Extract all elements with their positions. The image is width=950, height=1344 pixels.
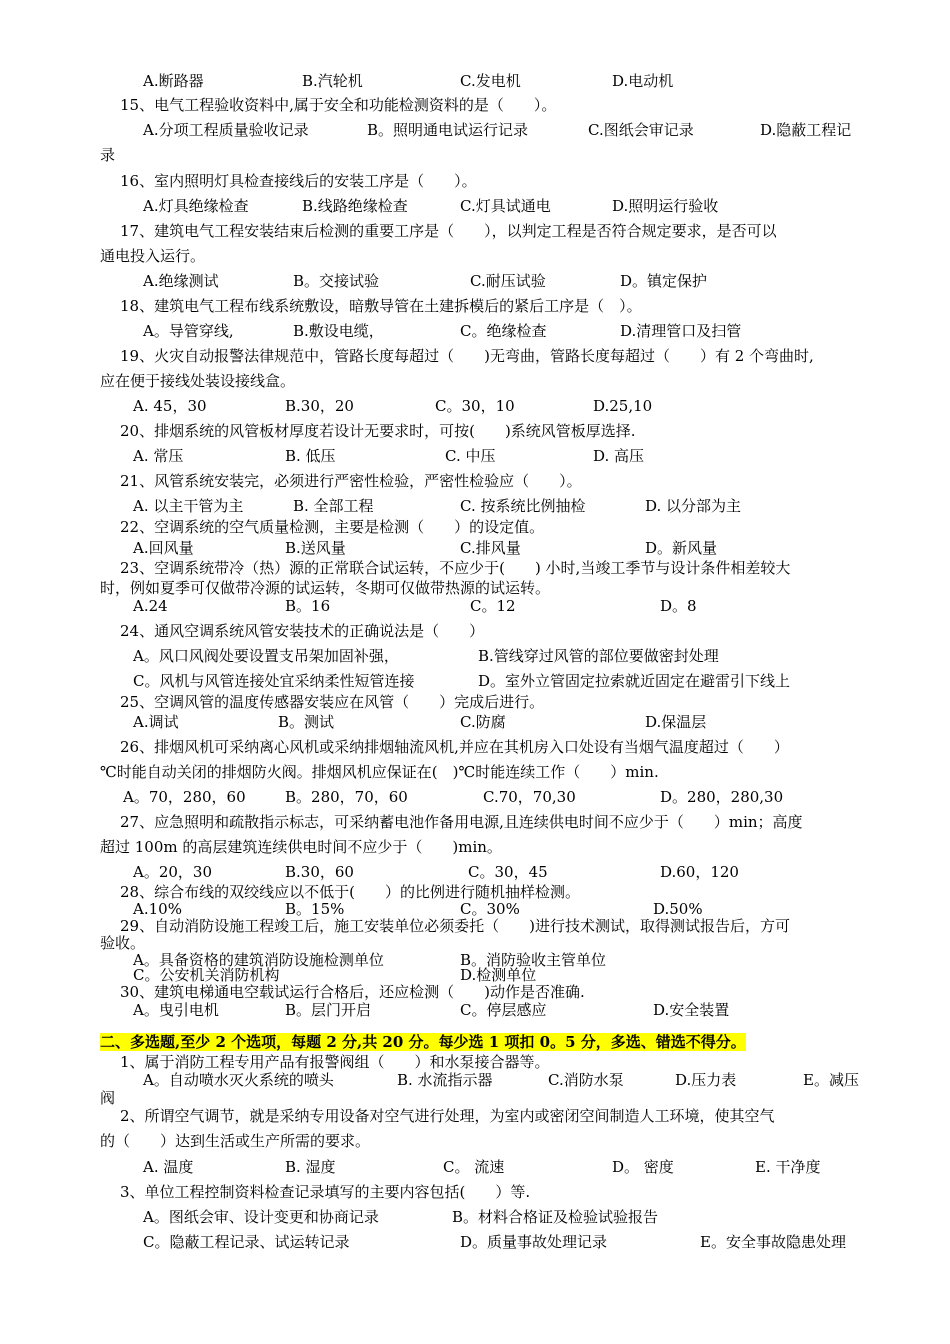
answer-option: C。绝缘检查 bbox=[460, 322, 547, 340]
answer-option: A.10% bbox=[133, 900, 182, 918]
answer-option: D. 高压 bbox=[593, 447, 645, 465]
answer-option: E。减压 bbox=[803, 1071, 859, 1089]
question-text: 28、综合布线的双绞线应以不低于( ）的比例进行随机抽样检测。 bbox=[120, 883, 580, 901]
answer-option: A。曳引电机 bbox=[133, 1001, 219, 1019]
answer-option: A。20，30 bbox=[133, 863, 213, 881]
answer-option: B. 湿度 bbox=[285, 1158, 336, 1176]
answer-option: C.耐压试验 bbox=[470, 272, 546, 290]
answer-option: A。导管穿线, bbox=[143, 322, 234, 340]
answer-option: C.灯具试通电 bbox=[460, 197, 551, 215]
answer-option: C.防腐 bbox=[460, 713, 506, 731]
answer-option: C.发电机 bbox=[460, 72, 521, 90]
question-text: 30、建筑电梯通电空载试运行合格后，还应检测（ )动作是否准确. bbox=[120, 983, 585, 1001]
answer-option: C。停层感应 bbox=[460, 1001, 547, 1019]
question-text: 17、建筑电气工程安装结束后检测的重要工序是（ ），以判定工程是否符合规定要求，是否可以 bbox=[120, 222, 777, 240]
answer-option: A.灯具绝缘检查 bbox=[143, 197, 249, 215]
answer-option: A. 常压 bbox=[133, 447, 184, 465]
answer-option: B。层门开启 bbox=[285, 1001, 372, 1019]
answer-option: D.清理管口及扫管 bbox=[620, 322, 742, 340]
answer-option: C.消防水泵 bbox=[548, 1071, 624, 1089]
answer-option: A.24 bbox=[133, 597, 168, 615]
answer-option: B.敷设电缆， bbox=[293, 322, 384, 340]
answer-option: E。安全事故隐患处理 bbox=[700, 1233, 846, 1251]
answer-option: C.图纸会审记录 bbox=[588, 121, 694, 139]
answer-option: A。风口风阀处要设置支吊架加固补强， bbox=[133, 647, 399, 665]
answer-option: A。自动喷水灭火系统的喷头 bbox=[143, 1071, 334, 1089]
answer-option: D.隐蔽工程记 bbox=[760, 121, 852, 139]
question-text: 18、建筑电气工程布线系统敷设，暗敷导管在土建拆模后的紧后工序是（ ）。 bbox=[120, 297, 642, 315]
answer-option: C. 按系统比例抽检 bbox=[460, 497, 586, 515]
question-text: 通电投入运行。 bbox=[100, 247, 206, 265]
question-text: 23、空调系统带冷（热）源的正常联合试运转，不应少于( ) 小时,当竣工季节与设计条件相差较大 bbox=[120, 559, 791, 577]
answer-option: B. 低压 bbox=[285, 447, 336, 465]
answer-option: C.排风量 bbox=[460, 539, 521, 557]
answer-option: A.绝缘测试 bbox=[143, 272, 219, 290]
answer-option: A. 温度 bbox=[143, 1158, 194, 1176]
answer-option: A. 以主干管为主 bbox=[133, 497, 244, 515]
answer-option: C。30% bbox=[460, 900, 520, 918]
answer-option: D.25,10 bbox=[593, 397, 653, 415]
answer-option: B。照明通电试运行记录 bbox=[367, 121, 529, 139]
question-text: 20、排烟系统的风管板材厚度若设计无要求时，可按( )系统风管板厚选择. bbox=[120, 422, 636, 440]
question-text: 2、所谓空气调节，就是采纳专用设备对空气进行处理，为室内或密闭空间制造人工环境，使其空气 bbox=[120, 1107, 775, 1125]
answer-option: B。消防验收主管单位 bbox=[460, 951, 607, 969]
answer-option: C。风机与风管连接处宜采纳柔性短管连接 bbox=[133, 672, 415, 690]
answer-option: B。材料合格证及检验试验报告 bbox=[452, 1208, 659, 1226]
answer-option: D.电动机 bbox=[612, 72, 674, 90]
question-text: 阀 bbox=[100, 1089, 116, 1107]
answer-option: D.保温层 bbox=[645, 713, 707, 731]
question-text: 超过 100m 的高层建筑连续供电时间不应少于（ )min。 bbox=[100, 838, 502, 856]
answer-option: D。室外立管固定拉索就近固定在避雷引下线上 bbox=[478, 672, 791, 690]
answer-option: B。15% bbox=[285, 900, 345, 918]
question-text: 验收。 bbox=[100, 934, 146, 952]
question-text: 时，例如夏季可仅做带冷源的试运转，冬期可仅做带热源的试运转。 bbox=[100, 579, 551, 597]
answer-option: D.检测单位 bbox=[460, 966, 537, 984]
answer-option: B.管线穿过风管的部位要做密封处理 bbox=[478, 647, 719, 665]
answer-option: C。隐蔽工程记录、试运转记录 bbox=[143, 1233, 350, 1251]
answer-option: D。镇定保护 bbox=[620, 272, 708, 290]
answer-option: B。280，70，60 bbox=[285, 788, 408, 806]
answer-option: D.照明运行验收 bbox=[612, 197, 719, 215]
answer-option: A.断路器 bbox=[143, 72, 204, 90]
answer-option: D。280，280,30 bbox=[660, 788, 784, 806]
question-text: 1、属于消防工程专用产品有报警阀组（ ）和水泵接合器等。 bbox=[120, 1053, 550, 1071]
question-text: 27、应急照明和疏散指示标志，可采纳蓄电池作备用电源,且连续供电时间不应少于（ ）min；高度 bbox=[120, 813, 803, 831]
question-text: 15、电气工程验收资料中,属于安全和功能检测资料的是（ ）。 bbox=[120, 96, 557, 114]
answer-option: B. 全部工程 bbox=[293, 497, 374, 515]
answer-option: B。交接试验 bbox=[293, 272, 380, 290]
answer-option: B.送风量 bbox=[285, 539, 346, 557]
answer-option: C. 中压 bbox=[445, 447, 496, 465]
answer-option: B.线路绝缘检查 bbox=[302, 197, 408, 215]
answer-option: A.回风量 bbox=[133, 539, 194, 557]
answer-option: D.60，120 bbox=[660, 863, 739, 881]
answer-option: D.安全装置 bbox=[653, 1001, 730, 1019]
answer-option: D。质量事故处理记录 bbox=[460, 1233, 608, 1251]
answer-option: D。 密度 bbox=[612, 1158, 674, 1176]
question-text: 29、自动消防设施工程竣工后，施工安装单位必须委托（ )进行技术测试，取得测试报告后，方可 bbox=[120, 917, 790, 935]
question-text: 19、火灾自动报警法律规范中，管路长度每超过（ )无弯曲，管路长度每超过（ ）有 2 个弯曲时, bbox=[120, 347, 814, 365]
question-text: 26、排烟风机可采纳离心风机或采纳排烟轴流风机,并应在其机房入口处设有当烟气温度超过（ ） bbox=[120, 738, 789, 756]
answer-option: B.30，60 bbox=[285, 863, 354, 881]
answer-option: D. 以分部为主 bbox=[645, 497, 742, 515]
answer-option: C。30，45 bbox=[468, 863, 548, 881]
answer-option: A。70，280，60 bbox=[123, 788, 246, 806]
answer-option: A. 45，30 bbox=[133, 397, 207, 415]
question-text: 录 bbox=[100, 146, 116, 164]
question-text: 22、空调系统的空气质量检测，主要是检测（ ）的设定值。 bbox=[120, 518, 545, 536]
answer-option: D.压力表 bbox=[675, 1071, 737, 1089]
question-text: 的（ ）达到生活或生产所需的要求。 bbox=[100, 1132, 371, 1150]
answer-option: B.汽轮机 bbox=[302, 72, 363, 90]
answer-option: B。测试 bbox=[278, 713, 335, 731]
answer-option: A.调试 bbox=[133, 713, 179, 731]
question-text: 21、风管系统安装完，必须进行严密性检验，严密性检验应（ ）。 bbox=[120, 472, 582, 490]
answer-option: B.30，20 bbox=[285, 397, 354, 415]
answer-option: C。 流速 bbox=[443, 1158, 505, 1176]
answer-option: A。图纸会审、设计变更和协商记录 bbox=[143, 1208, 379, 1226]
question-text: 16、室内照明灯具检查接线后的安装工序是（ ）。 bbox=[120, 172, 477, 190]
section-heading: 二、多选题,至少 2 个选项，每题 2 分,共 20 分。每少选 1 项扣 0。5 分，多选、错选不得分。 bbox=[100, 1033, 746, 1051]
answer-option: E. 干净度 bbox=[755, 1158, 821, 1176]
answer-option: A.分项工程质量验收记录 bbox=[143, 121, 309, 139]
answer-option: C。12 bbox=[470, 597, 516, 615]
answer-option: C。30，10 bbox=[435, 397, 515, 415]
answer-option: D。新风量 bbox=[645, 539, 718, 557]
answer-option: A。具备资格的建筑消防设施检测单位 bbox=[133, 951, 384, 969]
answer-option: B. 水流指示器 bbox=[397, 1071, 493, 1089]
question-text: ℃时能自动关闭的排烟防火阀。排烟风机应保证在( )℃时能连续工作（ ）min. bbox=[100, 763, 659, 781]
answer-option: C.70，70,30 bbox=[483, 788, 576, 806]
answer-option: B。16 bbox=[285, 597, 331, 615]
answer-option: D。8 bbox=[660, 597, 697, 615]
question-text: 3、单位工程控制资料检查记录填写的主要内容包括( ）等. bbox=[120, 1183, 531, 1201]
answer-option: C。公安机关消防机构 bbox=[133, 966, 280, 984]
answer-option: D.50% bbox=[653, 900, 703, 918]
question-text: 24、通风空调系统风管安装技术的正确说法是（ ） bbox=[120, 622, 485, 640]
question-text: 应在便于接线处装设接线盒。 bbox=[100, 372, 296, 390]
question-text: 25、空调风管的温度传感器安装应在风管（ ）完成后进行。 bbox=[120, 693, 545, 711]
